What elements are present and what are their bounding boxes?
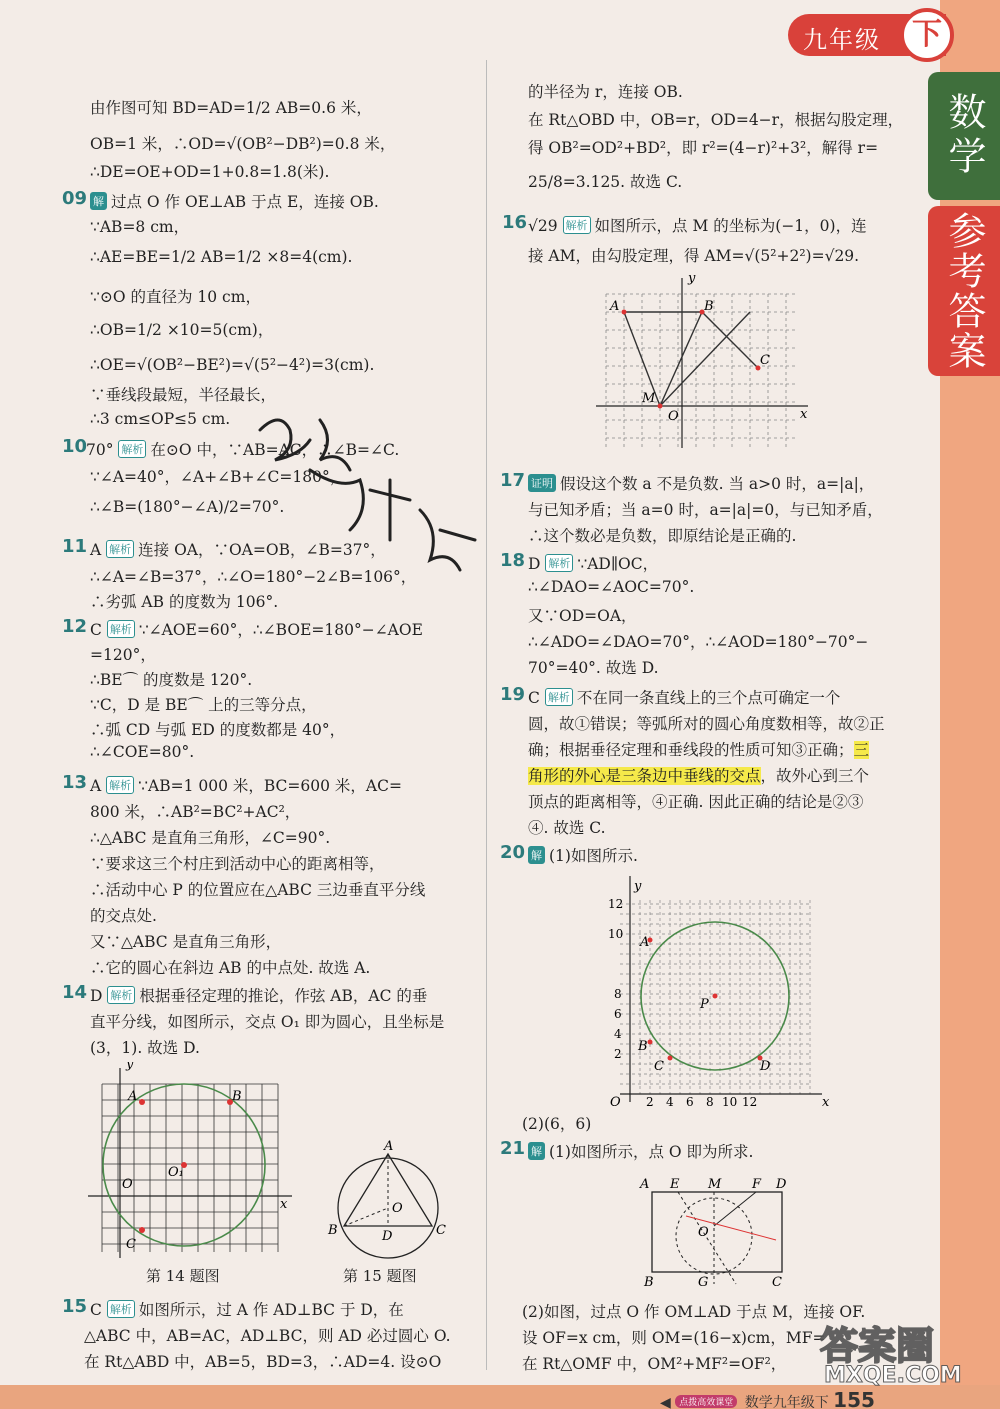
text-line: 25/8=3.125. 故选 C. [528,173,683,191]
text-span: (1)如图所示，点 O 即为所求. [549,1143,754,1161]
text-line: =120°， [90,646,156,664]
analysis-badge: 解析 [106,540,134,558]
text-line: ∴OE=√(OB²−BE²)=√(5²−4²)=3(cm). [90,356,375,374]
axis-label: y [634,879,642,894]
point-label: A [384,1139,394,1154]
page-number: 155 [833,1388,875,1409]
text-span: ∵AB=1 000 米，BC=600 米，AC= [138,777,402,795]
answer: 70° [86,441,114,459]
point-label: O [122,1177,133,1192]
page-footer [660,1388,875,1409]
point-label: D [382,1229,393,1244]
text-line [528,764,869,786]
column-divider [486,60,487,1370]
point-label: A [640,935,650,950]
text-line [90,190,379,212]
text-line: △ABC 中，AB=AC，AD⊥BC，则 AD 必过圆心 O. [84,1327,451,1345]
point-label: O [392,1201,403,1216]
question-number: 18 [500,550,526,571]
text-line: ∵要求这三个村庄到活动中心的距离相等， [90,855,385,873]
figure-16 [596,272,816,452]
volume-badge: 下 [900,8,954,62]
text-line [528,1140,753,1162]
text-line: 在 Rt△OBD 中，OB=r，OD=4−r，根据勾股定理， [528,111,904,129]
question-number: 11 [62,536,88,557]
figure-15 [318,1138,458,1263]
text-span: 根据垂径定理的推论，作弦 AB，AC 的垂 [139,987,428,1005]
text-line: ∵⊙O 的直径为 10 cm， [90,288,261,306]
text-line: ∵C，D 是 BE⌒ 上的三等分点， [90,696,317,714]
text-line: 在 Rt△OMF 中，OM²+MF²=OF²， [522,1355,787,1373]
point-label: A [640,1177,650,1192]
answer: C [90,1301,102,1319]
figure-caption: 第 14 题图 [146,1267,220,1285]
point-label: C [772,1275,782,1290]
point-label: B [232,1089,242,1104]
text-line: ∴△ABC 是直角三角形，∠C=90°. [90,829,331,847]
text-line [90,618,423,640]
axis-label: x [800,407,808,422]
y-tick: 8 [614,987,622,1001]
text-line [528,472,874,494]
text-span: 如图所示，点 M 的坐标为(−1，0)，连 [594,217,867,235]
text-line: ∵∠A=40°，∠A+∠B+∠C=180°， [90,468,346,486]
text-span: ∵AD∥OC， [577,555,659,573]
text-line [90,984,427,1006]
text-line: 又∵OD=OA， [528,607,637,625]
text-line: (3，1). 故选 D. [90,1039,200,1057]
text-line: 与已知矛盾；当 a=0 时，a=|a|=0，与已知矛盾， [528,501,883,519]
x-tick: 2 [646,1095,654,1109]
analysis-badge: 解析 [545,688,573,706]
figure-20 [600,870,836,1110]
text-line: (2)(6，6) [522,1115,592,1133]
watermark-url: MXQE.COM [824,1363,962,1388]
point-label: C [654,1059,664,1074]
text-span: 过点 O 作 OE⊥AB 于点 E，连接 OB. [111,193,379,211]
text-line: 直平分线，如图所示，交点 O₁ 即为圆心，且坐标是 [90,1013,445,1031]
answer: D [528,555,541,573]
x-tick: 4 [666,1095,674,1109]
solution-badge: 解 [528,846,545,864]
question-number: 19 [500,684,526,705]
text-line: 的半径为 r，连接 OB. [528,83,683,101]
analysis-badge: 解析 [563,216,591,234]
text-line: ∴∠A=∠B=37°，∴∠O=180°−2∠B=106°， [90,568,417,586]
solution-badge: 解 [90,192,107,210]
point-label: A [610,299,620,314]
point-label: G [698,1275,709,1290]
analysis-badge: 解析 [545,554,573,572]
point-label: M [708,1177,722,1192]
figure-21 [636,1174,796,1292]
text-line: ∵垂线段最短，半径最长， [90,386,277,404]
point-label: D [776,1177,787,1192]
axis-label: y [126,1062,134,1072]
y-tick: 2 [614,1047,622,1061]
text-span: ∵∠AOE=60°，∴∠BOE=180°−∠AOE [138,621,423,639]
text-line: 在 Rt△ABD 中，AB=5，BD=3，∴AD=4. 设⊙O [84,1353,442,1371]
figure-caption: 第 15 题图 [343,1267,417,1285]
text-line: 圆，故①错误；等弧所对的圆心角度数相等，故②正 [528,715,885,733]
text-line: 设 OF=x cm，则 OM=(16−x)cm，MF= [522,1329,826,1347]
x-tick: 8 [706,1095,714,1109]
y-tick: 10 [608,927,624,941]
text-line: ∴DE=OE+OD=1+0.8=1.8(米). [90,163,330,181]
point-label: B [644,1275,654,1290]
point-label: C [760,353,770,368]
axis-label: y [688,272,696,286]
analysis-badge: 解析 [107,1300,135,1318]
x-tick: 12 [742,1095,758,1109]
question-number: 16 [502,212,528,233]
arrow-left-icon: ◀ [660,1395,671,1409]
analysis-badge: 解析 [107,986,135,1004]
point-label: C [436,1223,446,1238]
point-label: O [668,409,679,424]
text-span: 连接 OA，∵OA=OB，∠B=37°， [138,541,386,559]
text-line: ∴活动中心 P 的位置应在△ABC 三边垂直平分线 [90,881,426,899]
text-line: ∴∠B=(180°−∠A)/2=70°. [90,498,285,516]
text-line [90,1298,404,1320]
text-line: 70°=40°. 故选 D. [528,659,659,677]
y-tick: 6 [614,1007,622,1021]
text-line: 得 OB²=OD²+BD²，即 r²=(4−r)²+3²，解得 r= [528,139,879,157]
answer: √29 [528,217,558,235]
text-line: ∴∠ADO=∠DAO=70°，∴∠AOD=180°−70°− [528,633,869,651]
figure-14 [82,1062,294,1262]
series-badge: 点拨高效课堂 [675,1395,737,1408]
point-label: B [704,299,714,314]
point-label: E [670,1177,680,1192]
footer-volume: 下 [814,1395,829,1409]
text-line: ∴BE⌒ 的度数是 120°. [90,671,253,689]
text-line: ∴弧 CD 与弧 ED 的度数都是 40°， [90,721,346,739]
point-label: D [760,1059,771,1074]
watermark-title: 答案圈 [820,1324,935,1368]
text-line: 由作图可知 BD=AD=1/2 AB=0.6 米， [90,99,372,117]
text-line: ∴这个数必是负数，即原结论是正确的. [528,527,797,545]
point-label: B [328,1223,338,1238]
text-line: ∴劣弧 AB 的度数为 106°. [90,593,279,611]
answer: A [90,777,102,795]
text-span: 确；根据垂径定理和垂线段的性质可知③正确； [528,741,854,759]
highlighted-text: 三 [853,741,870,759]
text-line: (2)如图，过点 O 作 OM⊥AD 于点 M，连接 OF. [522,1303,866,1321]
footer-title: 数学九年级 [744,1395,815,1409]
analysis-badge: 解析 [106,776,134,794]
answer: C [90,621,102,639]
text-line [528,738,869,760]
axis-label: x [280,1197,288,1212]
axis-label: x [822,1095,830,1110]
text-line [90,774,402,796]
text-line: ④. 故选 C. [528,819,606,837]
text-line: ∵AB=8 cm， [90,218,190,236]
solution-badge: 解 [528,1142,545,1160]
answer: D [90,987,103,1005]
point-label: O₁ [168,1165,184,1180]
point-label: O [698,1225,709,1240]
question-number: 17 [500,470,526,491]
text-line [528,844,638,866]
point-label: P [700,997,709,1012]
analysis-badge: 解析 [118,440,146,458]
text-line: ∴3 cm≤OP≤5 cm. [90,410,231,428]
text-line: ∴它的圆心在斜边 AB 的中点处. 故选 A. [90,959,371,977]
grade-label: 九年级 [803,26,881,54]
text-span: (1)如图所示. [549,847,638,865]
text-line: ∴AE=BE=1/2 AB=1/2 ×8=4(cm). [90,248,353,266]
x-tick: 6 [686,1095,694,1109]
text-line: 800 米，∴AB²=BC²+AC²， [90,803,301,821]
answer: A [90,541,102,559]
question-number: 20 [500,842,526,863]
text-span: 假设这个数 a 不是负数. 当 a>0 时，a=|a|， [560,475,875,493]
answers-tab: 参考答案 [928,206,1000,376]
question-number: 14 [62,982,88,1003]
point-label: C [126,1237,136,1252]
point-label: B [638,1039,648,1054]
y-tick: 4 [614,1027,622,1041]
highlighted-text: 角形的外心是三条边中垂线的交点 [528,767,761,785]
text-span: ，故外心到三个 [760,767,870,785]
question-number: 21 [500,1138,526,1159]
text-line: ∴∠COE=80°. [90,743,195,761]
text-span: 不在同一条直线上的三个点可确定一个 [576,689,841,707]
text-span: 如图所示，过 A 作 AD⊥BC 于 D，在 [138,1301,404,1319]
proof-badge: 证明 [528,474,556,492]
point-label: F [752,1177,762,1192]
question-number: 10 [62,436,88,457]
handwritten-scribble [250,400,490,600]
y-tick: 12 [608,897,624,911]
text-line [528,552,658,574]
text-line: ∴∠DAO=∠AOC=70°. [528,578,695,596]
text-line: ∴OB=1/2 ×10=5(cm)， [90,321,274,339]
analysis-badge: 解析 [107,620,135,638]
question-number: 15 [62,1296,88,1317]
question-number: 12 [62,616,88,637]
answer: C [528,689,540,707]
text-line: 顶点的距离相等，④正确. 因此正确的结论是②③ [528,793,864,811]
point-label: A [128,1089,138,1104]
question-number: 13 [62,772,88,793]
text-line [528,214,867,236]
point-label: M [642,391,656,406]
subject-tab: 数学 [928,72,1000,200]
text-span: 在⊙O 中，∵AB=AC，∴∠B=∠C. [150,441,400,459]
x-tick: 10 [722,1095,738,1109]
origin-label: O [610,1095,621,1110]
text-line [528,686,840,708]
text-line: OB=1 米，∴OD=√(OB²−DB²)=0.8 米， [90,135,396,153]
text-line: 又∵△ABC 是直角三角形， [90,933,282,951]
text-line: 接 AM，由勾股定理，得 AM=√(5²+2²)=√29. [528,247,860,265]
question-number: 09 [62,188,88,209]
text-line: 的交点处. [90,907,157,925]
